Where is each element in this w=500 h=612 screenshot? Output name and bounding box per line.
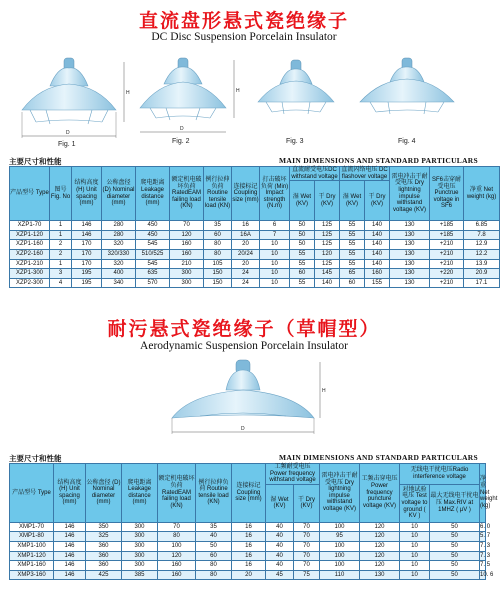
table-cell: 195 bbox=[72, 269, 102, 279]
table-cell: 545 bbox=[136, 259, 170, 269]
table-cell: 10 bbox=[260, 240, 290, 250]
table-cell: 80 bbox=[196, 570, 232, 580]
fig2-h-label: H bbox=[236, 88, 240, 94]
table-cell: 450 bbox=[136, 221, 170, 231]
table-cell: 45 bbox=[266, 570, 294, 580]
table-cell: XMP1-80 bbox=[10, 532, 54, 542]
table-cell: 425 bbox=[86, 570, 122, 580]
aero-col-puncture: 工频击穿电压 Power frequency puncture voltage (KV) bbox=[360, 464, 400, 523]
table-cell: 130 bbox=[360, 570, 400, 580]
table-cell: 1 bbox=[50, 230, 72, 240]
table-cell: 100 bbox=[320, 561, 360, 571]
table-cell: 70 bbox=[294, 561, 320, 571]
dc-insulator-table bbox=[9, 166, 500, 288]
table-cell: 50 bbox=[290, 240, 315, 250]
aero-col-lightning: 雷电冲击干耐受电压 Dry lightning impulse withstand voltage (KV) bbox=[320, 464, 360, 523]
table-cell: 300 bbox=[122, 541, 158, 551]
fig4-insulator-drawing bbox=[360, 58, 454, 114]
table-cell: 6.85 bbox=[464, 221, 500, 231]
dc-col-withstand-wet: 湿 Wet (KV) bbox=[290, 181, 315, 221]
table-cell: 7. 5 bbox=[480, 561, 486, 571]
dc-table-title-cn: 主要尺寸和性能 bbox=[9, 157, 62, 166]
table-cell: 60 bbox=[290, 269, 315, 279]
table-cell: 125 bbox=[315, 230, 340, 240]
table-cell: 40 bbox=[266, 551, 294, 561]
fig4-label: Fig. 4 bbox=[398, 138, 416, 145]
aero-table-row bbox=[10, 561, 486, 571]
dc-col-fig: 图号 Fig. No bbox=[50, 167, 72, 221]
table-cell: 300 bbox=[170, 278, 204, 288]
table-cell: 16 bbox=[232, 221, 260, 231]
aero-table-row bbox=[10, 532, 486, 542]
table-cell: 10 bbox=[260, 259, 290, 269]
table-cell: XZP1-120 bbox=[10, 230, 50, 240]
dc-col-lightning: 雷电冲击干耐受电压 Dry lightning impulse withstand voltage (KV) bbox=[390, 167, 430, 221]
table-cell: 55 bbox=[340, 221, 365, 231]
dc-insulator-title-en: DC Disc Suspension Porcelain Insulator bbox=[151, 31, 337, 43]
table-cell: 55 bbox=[340, 249, 365, 259]
dc-col-flashover-dry: 干 Dry (KV) bbox=[365, 181, 390, 221]
table-cell: 70 bbox=[294, 522, 320, 532]
table-cell: 125 bbox=[315, 259, 340, 269]
table-cell: 195 bbox=[72, 278, 102, 288]
table-cell: XZP2-300 bbox=[10, 278, 50, 288]
insulator-figures bbox=[0, 52, 488, 152]
table-cell: 70 bbox=[158, 522, 196, 532]
table-cell: 80 bbox=[204, 249, 232, 259]
table-cell: 16A bbox=[232, 230, 260, 240]
table-cell: 360 bbox=[86, 551, 122, 561]
table-cell: 146 bbox=[72, 230, 102, 240]
table-cell: 160 bbox=[170, 240, 204, 250]
table-cell: 12.2 bbox=[464, 249, 500, 259]
aero-col-type: 产品型号 Type bbox=[10, 464, 54, 523]
dc-col-withstand-dry: 干 Dry (KV) bbox=[315, 181, 340, 221]
table-cell: 16 bbox=[232, 522, 266, 532]
aero-col-leakage: 爬电距离 Leakage distance (mm) bbox=[122, 464, 158, 523]
table-cell: XZP1-300 bbox=[10, 269, 50, 279]
table-cell: 16 bbox=[232, 532, 266, 542]
table-cell: 125 bbox=[315, 221, 340, 231]
table-cell: XZP1-70 bbox=[10, 221, 50, 231]
table-cell: XMP1-100 bbox=[10, 541, 54, 551]
aero-table-row bbox=[10, 522, 486, 532]
table-cell: 6. 0 bbox=[480, 522, 486, 532]
table-cell: 70 bbox=[294, 551, 320, 561]
dc-col-load: 额定机电破坏负荷 RatedEAM failing load (KN) bbox=[170, 167, 204, 221]
dc-col-flashover: 直流闪络电压 DC flashover voltage bbox=[341, 167, 388, 180]
table-cell: 300 bbox=[122, 532, 158, 542]
aero-col-diameter: 公称盘径 (D) Nominal diameter (mm) bbox=[86, 464, 122, 523]
dc-col-leakage: 爬电距离 Leakage distance (mm) bbox=[136, 167, 170, 221]
table-cell: 400 bbox=[102, 269, 136, 279]
table-cell: 35 bbox=[204, 221, 232, 231]
dc-col-spacing: 结构高度 (H) Unit spacing (mm) bbox=[72, 167, 102, 221]
dc-col-type: 产品型号 Type bbox=[10, 167, 50, 221]
dc-table-row bbox=[10, 259, 500, 269]
table-cell: +210 bbox=[430, 259, 464, 269]
table-cell: 60 bbox=[196, 551, 232, 561]
table-cell: 70 bbox=[170, 221, 204, 231]
aero-col-riv-test: 对地试验电压 Test voltage to ground ( KV ) bbox=[400, 484, 430, 522]
table-cell: 570 bbox=[136, 278, 170, 288]
aero-table-row bbox=[10, 541, 486, 551]
table-cell: 360 bbox=[86, 541, 122, 551]
aero-insulator-drawing bbox=[0, 356, 488, 446]
aero-col-coupling: 连接标记 Coupling size (mm) bbox=[232, 464, 266, 523]
table-cell: 70 bbox=[294, 532, 320, 542]
table-cell: 55 bbox=[340, 259, 365, 269]
table-cell: 24 bbox=[232, 269, 260, 279]
table-cell: +210 bbox=[430, 278, 464, 288]
table-cell: 150 bbox=[204, 278, 232, 288]
table-cell: 146 bbox=[72, 221, 102, 231]
dc-col-coupling: 连接标记 Coupling size (mm) bbox=[232, 167, 260, 221]
table-cell: 50 bbox=[430, 541, 480, 551]
table-cell: 16 bbox=[232, 541, 266, 551]
table-cell: 320/330 bbox=[102, 249, 136, 259]
table-cell: 150 bbox=[204, 269, 232, 279]
table-cell: 12.9 bbox=[464, 240, 500, 250]
table-cell: 50 bbox=[430, 551, 480, 561]
table-cell: 280 bbox=[102, 221, 136, 231]
table-cell: 20 bbox=[232, 240, 260, 250]
table-cell: 100 bbox=[320, 522, 360, 532]
table-cell: 55 bbox=[340, 240, 365, 250]
fig1-d-label: D bbox=[66, 130, 70, 136]
table-cell: 80 bbox=[158, 532, 196, 542]
table-cell: 325 bbox=[86, 532, 122, 542]
table-cell: 160 bbox=[158, 570, 196, 580]
aero-d-label: D bbox=[241, 426, 245, 432]
table-cell: 120 bbox=[360, 561, 400, 571]
table-cell: 145 bbox=[315, 269, 340, 279]
table-cell: 160 bbox=[365, 269, 390, 279]
table-cell: 5. 7 bbox=[480, 532, 486, 542]
table-cell: 155 bbox=[365, 278, 390, 288]
table-cell: 24 bbox=[232, 278, 260, 288]
table-cell: 10 bbox=[400, 541, 430, 551]
aero-col-wet: 湿 Wet (KV) bbox=[266, 484, 294, 522]
table-cell: 140 bbox=[365, 249, 390, 259]
dc-table-row bbox=[10, 269, 500, 279]
table-cell: 130 bbox=[390, 269, 430, 279]
table-cell: +210 bbox=[430, 249, 464, 259]
aero-col-dry: 干 Dry (KV) bbox=[294, 484, 320, 522]
fig2-label: Fig. 2 bbox=[172, 138, 190, 145]
table-cell: 140 bbox=[365, 240, 390, 250]
table-cell: 80 bbox=[196, 561, 232, 571]
aero-insulator-title-cn: 耐污悬式瓷绝缘子（草帽型） bbox=[107, 318, 381, 340]
table-cell: 2 bbox=[50, 249, 72, 259]
table-cell: 146 bbox=[54, 570, 86, 580]
table-cell: 17.1 bbox=[464, 278, 500, 288]
dc-table-row bbox=[10, 249, 500, 259]
table-cell: 20.9 bbox=[464, 269, 500, 279]
table-cell: 100 bbox=[320, 551, 360, 561]
table-cell: 7. 3 bbox=[480, 541, 486, 551]
dc-col-routine: 例行拉伸负荷 Routine tensile load (KN) bbox=[204, 167, 232, 221]
dc-col-withstand: 直流耐受电压DC withstand voltage bbox=[291, 167, 338, 180]
fig2-insulator-drawing bbox=[140, 58, 240, 132]
aero-col-riv-max: 最大无线电干扰电压 Max.RIV at 1MHZ ( μV ) bbox=[430, 484, 480, 522]
table-cell: 55 bbox=[290, 259, 315, 269]
aero-table-title-cn: 主要尺寸和性能 bbox=[9, 454, 62, 463]
table-cell: 130 bbox=[390, 278, 430, 288]
table-cell: 95 bbox=[320, 532, 360, 542]
table-cell: 1 bbox=[50, 259, 72, 269]
table-cell: 75 bbox=[294, 570, 320, 580]
fig3-insulator-drawing bbox=[258, 60, 334, 114]
table-cell: 70 bbox=[294, 541, 320, 551]
table-cell: 146 bbox=[54, 551, 86, 561]
table-cell: 140 bbox=[365, 230, 390, 240]
table-cell: 16 bbox=[232, 551, 266, 561]
table-cell: 510/525 bbox=[136, 249, 170, 259]
table-cell: XMP1-160 bbox=[10, 561, 54, 571]
table-cell: 120 bbox=[360, 551, 400, 561]
dc-insulator-title-cn: 直流盘形悬式瓷绝缘子 bbox=[138, 10, 349, 32]
dc-table-title-en: MAIN DIMENSIONS AND STANDARD PARTICULARS bbox=[279, 156, 478, 165]
table-cell: 300 bbox=[122, 551, 158, 561]
table-cell: 10 bbox=[260, 249, 290, 259]
table-cell: 55 bbox=[340, 230, 365, 240]
table-cell: 7. 3 bbox=[480, 551, 486, 561]
dc-col-weight: 净重 Net weight (kg) bbox=[464, 167, 500, 221]
table-cell: 40 bbox=[266, 522, 294, 532]
dc-table-row bbox=[10, 230, 500, 240]
table-cell: 130 bbox=[390, 249, 430, 259]
fig2-d-label: D bbox=[180, 126, 184, 132]
table-cell: XMP1-120 bbox=[10, 551, 54, 561]
table-cell: 120 bbox=[170, 230, 204, 240]
table-cell: 360 bbox=[86, 561, 122, 571]
table-cell: 20 bbox=[232, 259, 260, 269]
table-cell: 20/24 bbox=[232, 249, 260, 259]
table-cell: 120 bbox=[360, 522, 400, 532]
table-cell: 130 bbox=[390, 230, 430, 240]
table-cell: 635 bbox=[136, 269, 170, 279]
table-cell: 140 bbox=[365, 221, 390, 231]
aero-col-routine: 例行拉伸负荷 Routine tensile load (KN) bbox=[196, 464, 232, 523]
fig1-label: Fig. 1 bbox=[58, 141, 76, 148]
table-cell: 55 bbox=[290, 278, 315, 288]
table-cell: 35 bbox=[196, 522, 232, 532]
table-cell: +185 bbox=[430, 230, 464, 240]
table-cell: 146 bbox=[54, 541, 86, 551]
table-cell: 4 bbox=[50, 278, 72, 288]
table-cell: 40 bbox=[266, 541, 294, 551]
table-cell: 130 bbox=[390, 259, 430, 269]
table-cell: 16 bbox=[232, 561, 266, 571]
fig3-label: Fig. 3 bbox=[286, 138, 304, 145]
aero-col-spacing: 结构高度(H) Unit spacing (mm) bbox=[54, 464, 86, 523]
table-cell: 10 bbox=[260, 269, 290, 279]
table-cell: 545 bbox=[136, 240, 170, 250]
table-cell: XZP1-210 bbox=[10, 259, 50, 269]
aero-table-row bbox=[10, 570, 486, 580]
table-cell: 3 bbox=[50, 269, 72, 279]
table-cell: 160 bbox=[170, 249, 204, 259]
table-cell: 170 bbox=[72, 259, 102, 269]
table-cell: 10. 6 bbox=[480, 570, 486, 580]
aero-h-label: H bbox=[322, 388, 326, 394]
table-cell: 40 bbox=[266, 532, 294, 542]
table-cell: 7 bbox=[260, 230, 290, 240]
table-cell: 320 bbox=[102, 259, 136, 269]
aero-insulator-table bbox=[9, 463, 498, 580]
table-cell: 100 bbox=[158, 541, 196, 551]
table-cell: 60 bbox=[204, 230, 232, 240]
table-cell: 125 bbox=[315, 240, 340, 250]
table-cell: 110 bbox=[320, 570, 360, 580]
fig1-insulator-drawing bbox=[22, 58, 130, 138]
table-cell: 300 bbox=[122, 561, 158, 571]
dc-table-row bbox=[10, 221, 500, 231]
table-cell: 146 bbox=[54, 532, 86, 542]
table-cell: +210 bbox=[430, 240, 464, 250]
table-cell: 140 bbox=[315, 278, 340, 288]
table-cell: 60 bbox=[340, 278, 365, 288]
table-cell: 10 bbox=[400, 561, 430, 571]
fig1-h-label: H bbox=[126, 90, 130, 96]
table-cell: 320 bbox=[102, 240, 136, 250]
table-cell: 385 bbox=[122, 570, 158, 580]
table-cell: 50 bbox=[430, 522, 480, 532]
table-cell: 7.8 bbox=[464, 230, 500, 240]
aero-col-powerfreq: 工频耐受电压 Power frequency withstand voltage bbox=[266, 464, 320, 485]
table-cell: 450 bbox=[136, 230, 170, 240]
table-cell: 65 bbox=[340, 269, 365, 279]
table-cell: 80 bbox=[204, 240, 232, 250]
table-cell: 50 bbox=[430, 532, 480, 542]
table-cell: 10 bbox=[400, 532, 430, 542]
table-cell: +185 bbox=[430, 221, 464, 231]
table-cell: 10 bbox=[400, 522, 430, 532]
table-cell: XZP1-160 bbox=[10, 240, 50, 250]
table-cell: 6 bbox=[260, 221, 290, 231]
dc-col-flashover-wet: 湿 Wet (KV) bbox=[340, 181, 365, 221]
table-cell: 146 bbox=[54, 561, 86, 571]
table-cell: 350 bbox=[86, 522, 122, 532]
table-cell: 160 bbox=[158, 561, 196, 571]
table-cell: 120 bbox=[158, 551, 196, 561]
table-cell: 40 bbox=[196, 532, 232, 542]
table-cell: XZP2-160 bbox=[10, 249, 50, 259]
aero-table-row bbox=[10, 551, 486, 561]
table-cell: 300 bbox=[122, 522, 158, 532]
table-cell: XMP1-70 bbox=[10, 522, 54, 532]
dc-col-impact: 打击破坏负荷 (Min) Impact strength (N.m) bbox=[260, 167, 290, 221]
dc-table-row bbox=[10, 278, 500, 288]
table-cell: 130 bbox=[390, 221, 430, 231]
table-cell: 40 bbox=[266, 561, 294, 571]
table-cell: 55 bbox=[290, 249, 315, 259]
table-cell: 1 bbox=[50, 221, 72, 231]
table-cell: 120 bbox=[315, 249, 340, 259]
table-cell: 146 bbox=[54, 522, 86, 532]
table-cell: 140 bbox=[365, 259, 390, 269]
table-cell: 280 bbox=[102, 230, 136, 240]
table-cell: +220 bbox=[430, 269, 464, 279]
table-cell: 300 bbox=[170, 269, 204, 279]
table-cell: 50 bbox=[290, 230, 315, 240]
table-cell: 20 bbox=[232, 570, 266, 580]
table-cell: 120 bbox=[360, 532, 400, 542]
dc-table-row bbox=[10, 240, 500, 250]
table-cell: 10 bbox=[400, 570, 430, 580]
table-cell: 100 bbox=[320, 541, 360, 551]
table-cell: 50 bbox=[430, 561, 480, 571]
table-cell: 170 bbox=[72, 240, 102, 250]
table-cell: 50 bbox=[290, 221, 315, 231]
dc-col-sf6: SF6击穿耐受电压 Punctrue voltage in SF6 bbox=[430, 167, 464, 221]
aero-col-riv: 无线电干扰电压Radio interference voltage bbox=[400, 464, 480, 485]
table-cell: 130 bbox=[390, 240, 430, 250]
aero-col-weight: 净重 Net weight (kg) bbox=[480, 464, 486, 523]
table-cell: 170 bbox=[72, 249, 102, 259]
table-cell: 13.9 bbox=[464, 259, 500, 269]
aero-insulator-title-en: Aerodynamic Suspension Porcelain Insulator bbox=[140, 340, 348, 352]
table-cell: 210 bbox=[170, 259, 204, 269]
table-cell: 120 bbox=[360, 541, 400, 551]
table-cell: 2 bbox=[50, 240, 72, 250]
table-cell: 10 bbox=[400, 551, 430, 561]
aero-table-title-en: MAIN DIMENSIONS AND STANDARD PARTICULARS bbox=[279, 453, 478, 462]
aero-col-load: 额定机电破坏负荷 RatedEAM failing load (KN) bbox=[158, 464, 196, 523]
table-cell: 10 bbox=[260, 278, 290, 288]
table-cell: 340 bbox=[102, 278, 136, 288]
table-cell: 50 bbox=[430, 570, 480, 580]
table-cell: 50 bbox=[196, 541, 232, 551]
dc-col-diameter: 公称盘径 (D) Nominal diameter (mm) bbox=[102, 167, 136, 221]
table-cell: XMP3-160 bbox=[10, 570, 54, 580]
table-cell: 105 bbox=[204, 259, 232, 269]
